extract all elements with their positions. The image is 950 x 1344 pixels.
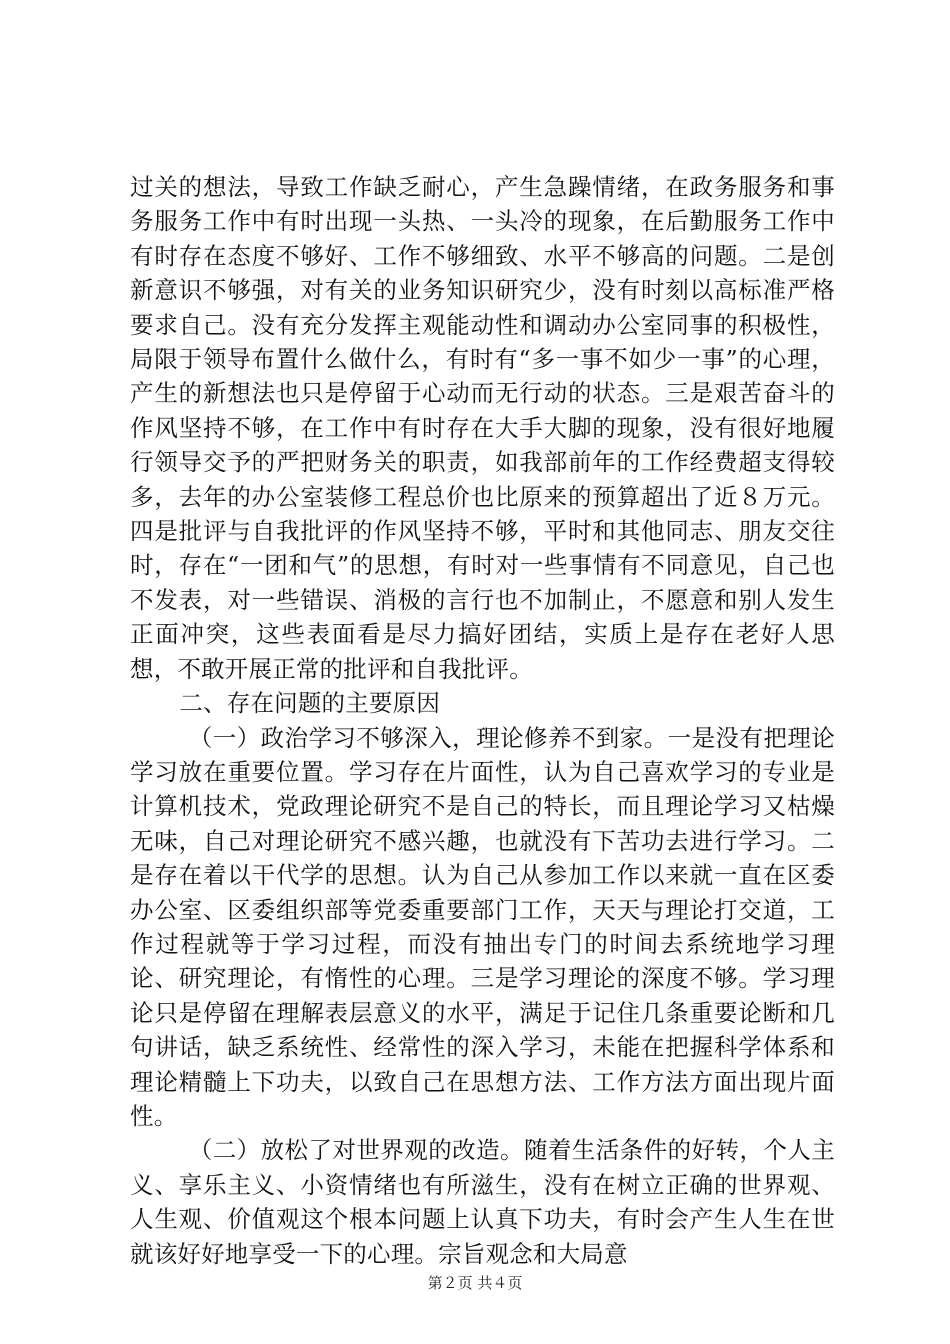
paragraph-subsection-2: （二）放松了对世界观的改造。随着生活条件的好转，个人主义、享乐主义、小资情绪也有所滋生，没有在树立正确的世界观、人生观、价值观这个根本问题上认真下功夫，有时会产生人生在世就该好好地享受一下的心理。宗旨观念和大局意 [130,1136,835,1268]
paragraph-subsection-1: （一）政治学习不够深入，理论修养不到家。一是没有把理论学习放在重要位置。学习存在片面性，认为自己喜欢学习的专业是计算机技术，党政理论研究不是自己的特长，而且理论学习又枯燥无味，自己对理论研究不感兴趣，也就没有下苦功去进行学习。二是存在着以干代学的思想。认为自己从参加工作以来就一直在区委办公室、区委组织部等党委重要部门工作，天天与理论打交道，工作过程就等于学习过程，而没有抽出专门的时间去系统地学习理论、研究理论，有惰性的心理。三是学习理论的深度不够。学习理论只是停留在理解表层意义的水平，满足于记住几条重要论断和几句讲话，缺乏系统性、经常性的深入学习，未能在把握科学体系和理论精髓上下功夫，以致自己在思想方法、工作方法方面出现片面性。 [130,723,835,1130]
paragraph-continuation: 过关的想法，导致工作缺乏耐心，产生急躁情绪，在政务服务和事务服务工作中有时出现一头热、一头冷的现象，在后勤服务工作中有时存在态度不够好、工作不够细致、水平不够高的问题。二是创新意识不够强，对有关的业务知识研究少，没有时刻以高标准严格要求自己。没有充分发挥主观能动性和调动办公室同事的积极性，局限于领导布置什么做什么，有时有“多一事不如少一事”的心理，产生的新想法也只是停留于心动而无行动的状态。三是艰苦奋斗的作风坚持不够，在工作中有时存在大手大脚的现象，没有很好地履行领导交予的严把财务关的职责，如我部前年的工作经费超支得较多，去年的办公室装修工程总价也比原来的预算超出了近８万元。四是批评与自我批评的作风坚持不够，平时和其他同志、朋友交往时，存在“一团和气”的思想，有时对一些事情有不同意见，自己也不发表，对一些错误、消极的言行也不加制止，不愿意和别人发生正面冲突，这些表面看是尽力搞好团结，实质上是存在老好人思想，不敢开展正常的批评和自我批评。 [130,173,835,683]
section-heading: 二、存在问题的主要原因 [179,689,441,718]
page-number-footer: 第２页 共４页 [427,1274,523,1292]
document-body [130,170,835,1271]
